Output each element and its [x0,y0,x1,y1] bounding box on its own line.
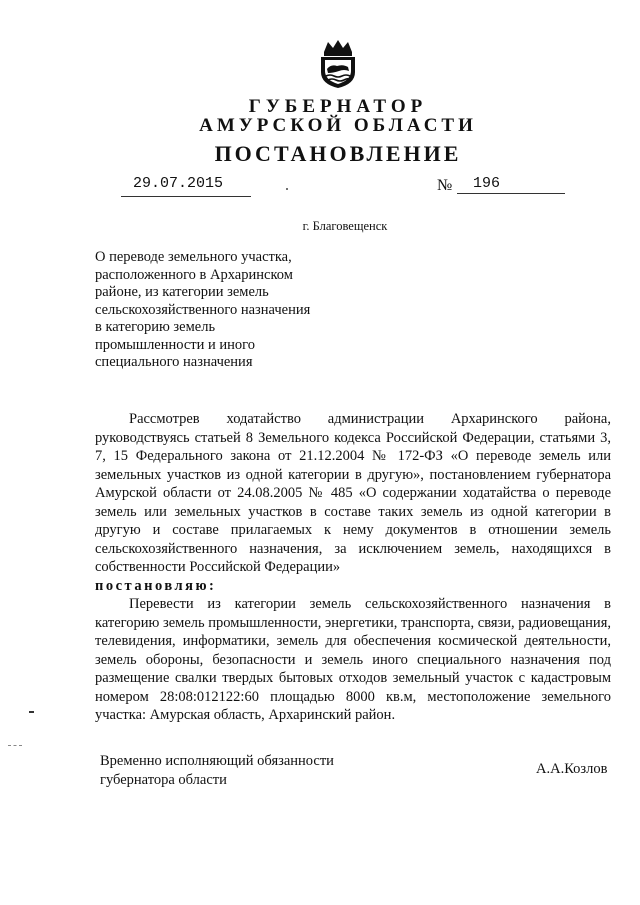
decision-paragraph: Перевести из категории земель сельскохозяйственного назначения в категорию земель промышленности, энергетики, транспорта, связи, радиовещания, телевидения, информатики, земель для обеспечения космической деятельности, земель обороны, безопасности и земель иного специального назначения под размещение свалки твердых бытовых отходов земельный участок с кадастровым номером 28:08:012122:60 площадью 8000 кв.м, местоположение земельного участка: Амурская область, Архаринский район. [95,596,611,723]
number-underline [457,193,565,194]
date-underline [121,196,251,197]
signatory-position: Временно исполняющий обязанности губернатора области [100,753,334,788]
stray-dot [286,188,288,190]
signatory-name: А.А.Козлов [536,761,608,777]
document-type: ПОСТАНОВЛЕНИЕ [214,141,462,166]
issuer-title: ГУБЕРНАТОР [248,96,428,117]
document-city: г. Благовещенск [302,219,388,233]
document-body [95,410,611,725]
resolve-word: постановляю: [95,577,217,594]
document-number: 196 [473,175,501,192]
issuer-region: АМУРСКОЙ ОБЛАСТИ [199,115,477,136]
margin-mark [29,711,34,713]
preamble-paragraph: Рассмотрев ходатайство администрации Архаринского района, руководствуясь статьей 8 Земельного кодекса Российской Федерации, статьями 3, 7, 15 Федерального закона от 21.12.2004 № 172-ФЗ «О переводе земель или земельных участков из одной категории в другую», постановлением губернатора Амурской области от 24.08.2005 № 485 «О содержании ходатайства о переводе земель или земельных участков в составе таких земель из одной категории в другую и составе прилагаемых к нему документов в отношении земель сельскохозяйственного назначения, за исключением земель, находящихся в собственности Российской Федерации» [95,411,611,575]
amur-region-coat-of-arms-icon [315,38,361,90]
document-date: 29.07.2015 [133,175,224,192]
number-label: № [437,177,453,194]
document-subject: О переводе земельного участка, расположенного в Архаринском районе, из категории земель сельскохозяйственного назначения в категорию земель промышленности и иного специального назначения [95,249,311,370]
margin-dash [8,745,22,746]
